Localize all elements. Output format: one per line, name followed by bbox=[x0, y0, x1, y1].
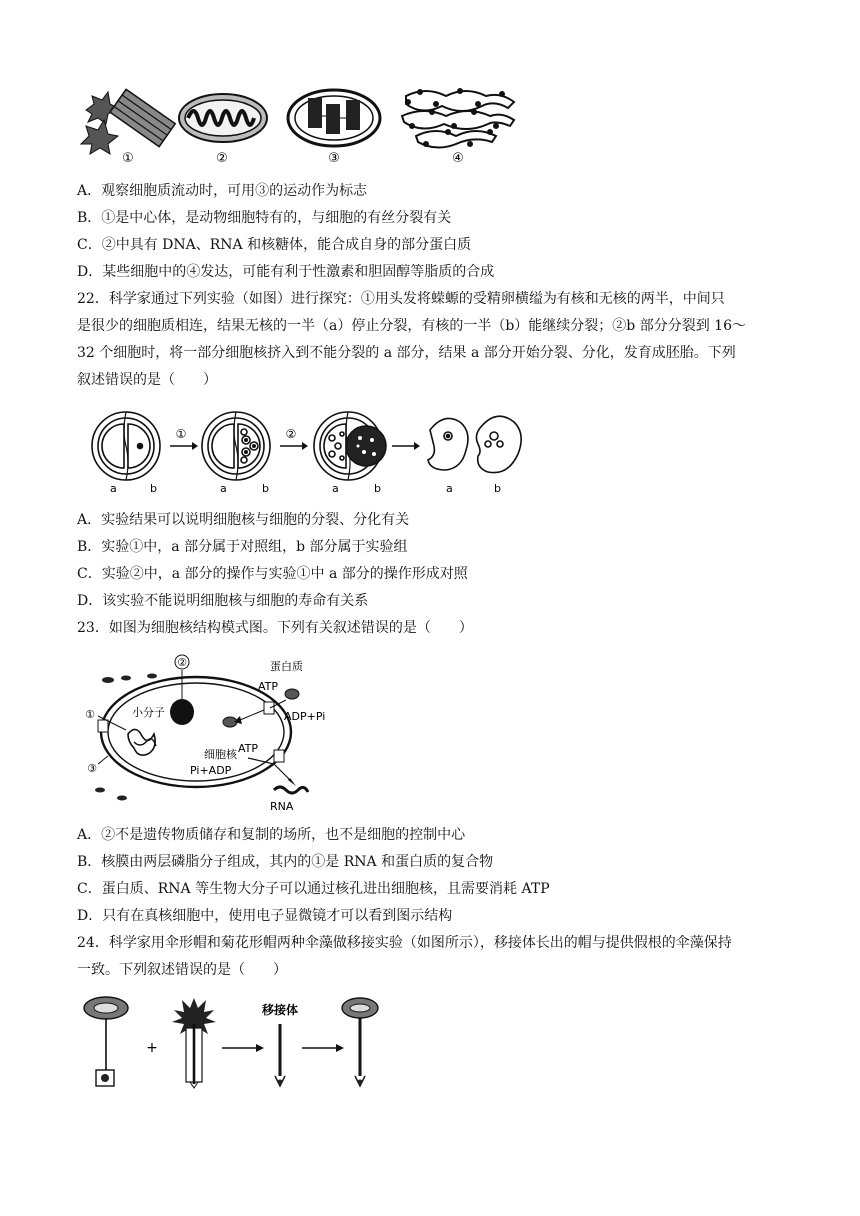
egg-stage-1 bbox=[92, 412, 160, 480]
fig22-label-b4: b bbox=[494, 482, 501, 495]
umbrella-cap-alga bbox=[84, 997, 128, 1086]
fig22-step-1: ① bbox=[175, 427, 187, 441]
centriole-drawing bbox=[81, 89, 175, 154]
rna-strand bbox=[274, 787, 308, 793]
graft-body-label: 移接体 bbox=[261, 1003, 299, 1017]
fig22-label-a1: a bbox=[110, 482, 117, 495]
q23-option-a: A．②不是遗传物质储存和复制的场所，也不是细胞的控制中心 bbox=[77, 827, 466, 843]
fig21-label-3: ③ bbox=[328, 151, 340, 166]
q21-option-b: B．①是中心体，是动物细胞特有的，与细胞的有丝分裂有关 bbox=[77, 210, 452, 226]
organelle-figure bbox=[76, 82, 536, 172]
fig22-label-a4: a bbox=[446, 482, 453, 495]
fig23-adp-pi: ADP+Pi bbox=[284, 710, 326, 723]
fig23-rna: RNA bbox=[270, 800, 294, 813]
nuclear-pore bbox=[264, 702, 274, 714]
q21-option-d: D．某些细胞中的④发达，可能有利于性激素和胆固醇等脂质的合成 bbox=[77, 264, 495, 280]
q23-option-b: B．核膜由两层磷脂分子组成，其内的①是 RNA 和蛋白质的复合物 bbox=[77, 854, 494, 870]
fig23-num-2: ② bbox=[177, 656, 187, 669]
fig22-label-b1: b bbox=[150, 482, 157, 495]
nuclear-pore bbox=[274, 750, 284, 762]
q24-stem-line-1: 24．科学家用伞形帽和菊花形帽两种伞藻做移接实验（如图所示），移接体长出的帽与提供假根的伞藻保持 bbox=[77, 935, 732, 951]
q23-stem: 23．如图为细胞核结构模式图。下列有关叙述错误的是（ ） bbox=[77, 620, 473, 636]
fig23-atp-mid: ATP bbox=[238, 742, 259, 755]
chloroplast-drawing bbox=[288, 90, 380, 146]
newt-egg-experiment-figure bbox=[80, 410, 530, 500]
egg-stage-2 bbox=[202, 412, 270, 480]
fig23-nucleus-label: 细胞核 bbox=[204, 748, 237, 761]
q21-option-a: A．观察细胞质流动时，可用③的运动作为标志 bbox=[77, 183, 368, 199]
nuclear-pore bbox=[98, 720, 108, 732]
mitochondrion-drawing bbox=[179, 94, 267, 142]
er-drawing bbox=[402, 89, 514, 148]
nucleus-structure-figure bbox=[78, 650, 338, 820]
fig23-num-1: ① bbox=[85, 708, 95, 721]
q23-option-d: D．只有在真核细胞中，使用电子显微镜才可以看到图示结构 bbox=[77, 908, 453, 924]
fig22-step-2: ② bbox=[285, 427, 297, 441]
q22-stem-line-2: 是很少的细胞质相连，结果无核的一半（a）停止分裂，有核的一半（b）能继续分裂；②b 部分分裂到 16～ bbox=[77, 318, 746, 334]
fig21-label-4: ④ bbox=[452, 151, 464, 166]
regenerated-umbrella-alga bbox=[342, 998, 378, 1086]
fig21-label-2: ② bbox=[216, 151, 228, 166]
ribosome bbox=[102, 677, 114, 683]
q22-stem-line-4: 叙述错误的是（ ） bbox=[77, 372, 217, 388]
q23-option-c: C．蛋白质、RNA 等生物大分子可以通过核孔进出细胞核，且需要消耗 ATP bbox=[77, 881, 550, 897]
embryo-stage-4 bbox=[428, 416, 521, 472]
nucleolus bbox=[170, 699, 194, 725]
graft-body bbox=[275, 1024, 285, 1086]
q21-option-c: C．②中具有 DNA、RNA 和核糖体，能合成自身的部分蛋白质 bbox=[77, 237, 472, 253]
fig22-label-b2: b bbox=[262, 482, 269, 495]
acetabularia-graft-figure bbox=[80, 994, 380, 1094]
q22-option-c: C．实验②中，a 部分的操作与实验①中 a 部分的操作形成对照 bbox=[77, 566, 468, 582]
chrysanthemum-cap-alga bbox=[172, 998, 216, 1088]
fig23-small-molecule: 小分子 bbox=[132, 706, 165, 719]
fig23-pi-adp: Pi+ADP bbox=[190, 764, 232, 777]
plus-sign: + bbox=[146, 1040, 158, 1056]
fig22-label-a2: a bbox=[220, 482, 227, 495]
q22-option-b: B．实验①中，a 部分属于对照组，b 部分属于实验组 bbox=[77, 539, 408, 555]
fig21-label-1: ① bbox=[122, 151, 134, 166]
dividing-cell-mass bbox=[346, 426, 386, 466]
q22-option-a: A．实验结果可以说明细胞核与细胞的分裂、分化有关 bbox=[77, 512, 410, 528]
fig23-protein: 蛋白质 bbox=[270, 660, 303, 673]
chromatin bbox=[128, 729, 155, 755]
q24-stem-line-2: 一致。下列叙述错误的是（ ） bbox=[77, 962, 287, 978]
fig23-num-3: ③ bbox=[87, 762, 97, 775]
q22-option-d: D．该实验不能说明细胞核与细胞的寿命有关系 bbox=[77, 593, 369, 609]
protein-blob bbox=[285, 689, 299, 699]
fig22-label-a3: a bbox=[332, 482, 339, 495]
q22-stem-line-3: 32 个细胞时，将一部分细胞核挤入到不能分裂的 a 部分，结果 a 部分开始分裂、分化，发育成胚胎。下列 bbox=[77, 345, 736, 361]
fig23-atp-top: ATP bbox=[258, 680, 279, 693]
fig22-label-b3: b bbox=[374, 482, 381, 495]
q22-stem-line-1: 22．科学家通过下列实验（如图）进行探究：①用头发将蝾螈的受精卵横缢为有核和无核的两半，中间只 bbox=[77, 291, 725, 307]
